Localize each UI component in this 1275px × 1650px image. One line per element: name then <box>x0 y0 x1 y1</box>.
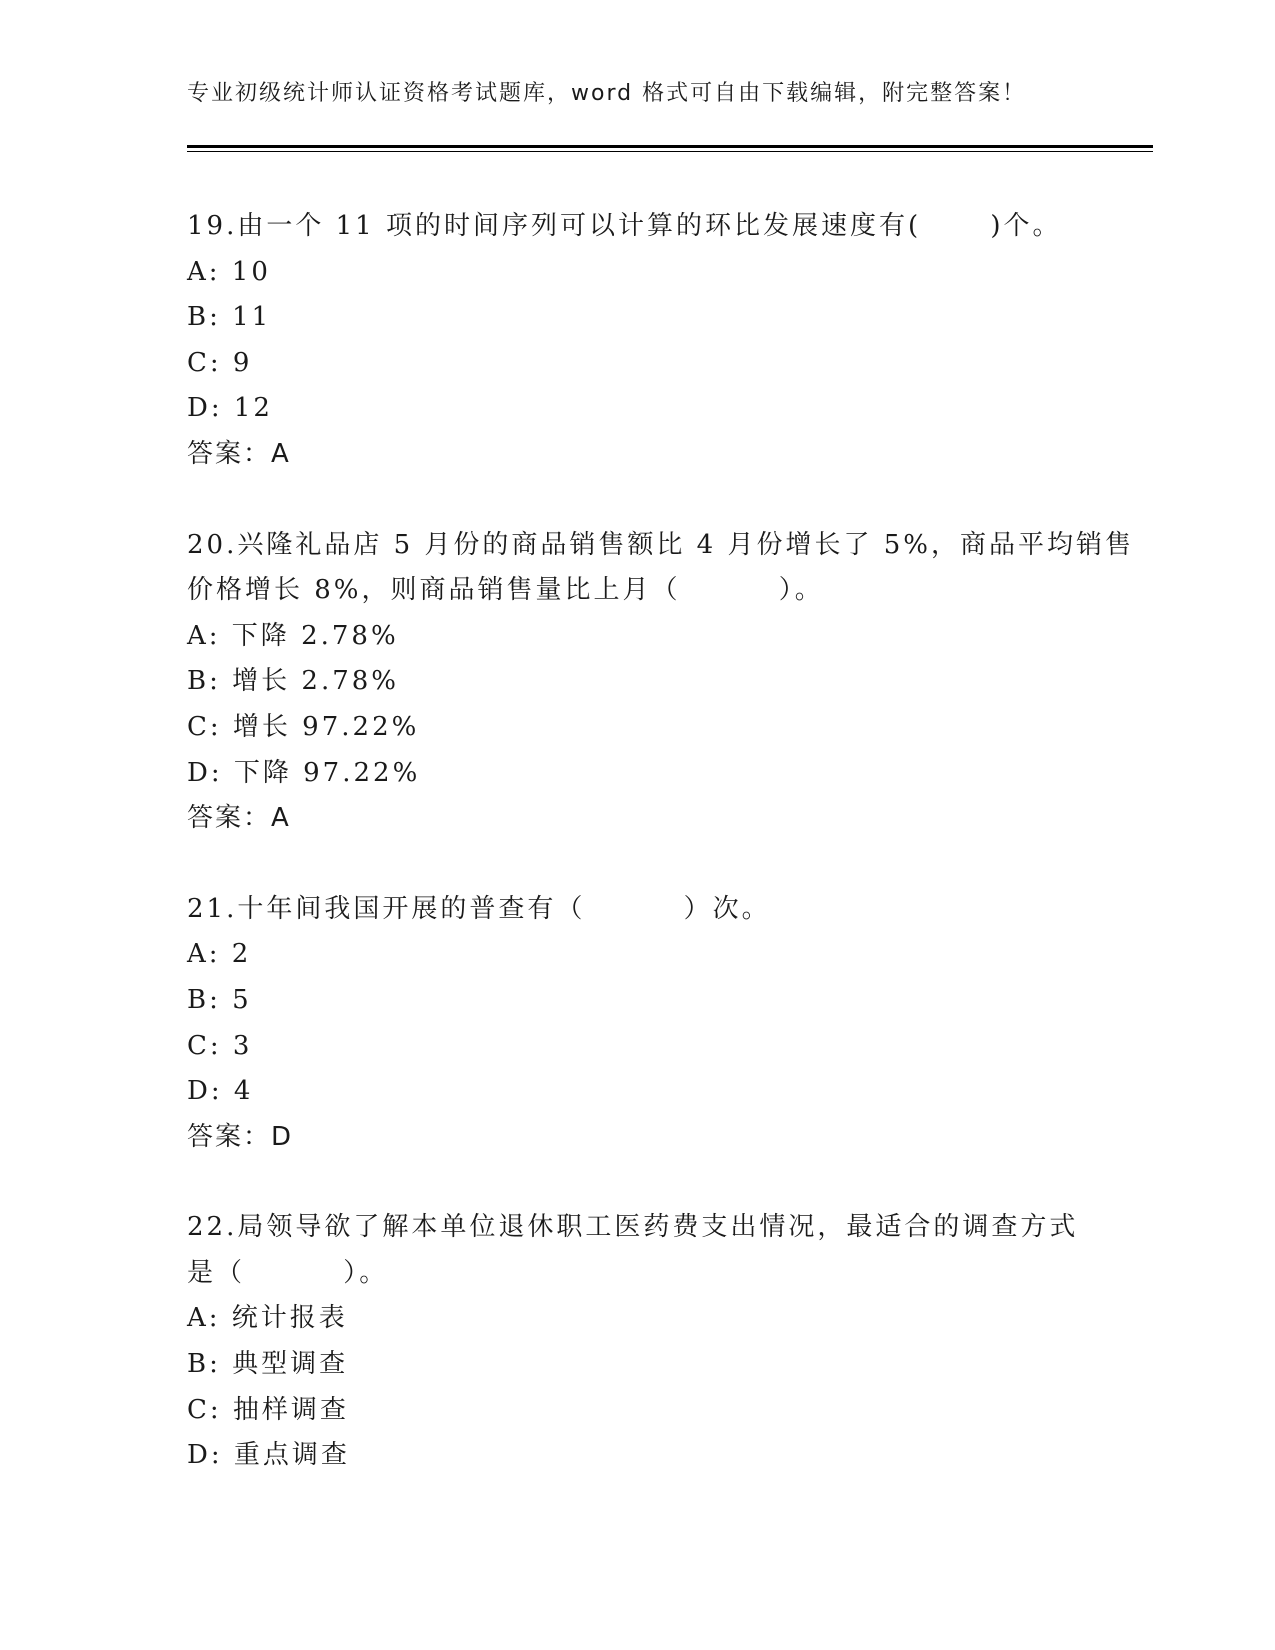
option-d: D: 重点调查 <box>187 1440 350 1471</box>
answer-line: 答案：D <box>187 1121 294 1152</box>
question-stem: 22.局领导欲了解本单位退休职工医药费支出情况，最适合的调查方式 <box>187 1212 1079 1243</box>
option-a: A: 统计报表 <box>187 1303 348 1334</box>
question-list <box>187 204 1135 1524</box>
option-a: A: 10 <box>187 256 271 287</box>
option-b: B: 11 <box>187 302 272 333</box>
option-a: A: 下降 2.78% <box>187 620 399 651</box>
option-c: C: 3 <box>187 1030 253 1061</box>
question-stem: 19.由一个 11 项的时间序列可以计算的环比发展速度有( )个。 <box>187 211 1062 241</box>
option-b: B: 5 <box>187 984 252 1015</box>
option-d: D: 下降 97.22% <box>187 757 421 788</box>
answer-line: 答案：A <box>187 438 291 469</box>
option-d: D: 4 <box>187 1076 254 1107</box>
option-b: B: 增长 2.78% <box>187 666 399 697</box>
option-c: C: 增长 97.22% <box>187 711 420 742</box>
question-stem: 21.十年间我国开展的普查有（ ）次。 <box>187 893 771 924</box>
answer-line: 答案：A <box>187 803 291 834</box>
question-22 <box>187 1205 1087 1479</box>
question-stem-continued: 是（ ）。 <box>187 1257 389 1288</box>
question-19 <box>187 204 1087 478</box>
option-c: C: 抽样调查 <box>187 1394 349 1425</box>
option-d: D: 12 <box>187 393 273 424</box>
option-a: A: 2 <box>187 939 252 970</box>
question-stem: 20.兴隆礼品店 5 月份的商品销售额比 4 月份增长了 5%，商品平均销售 <box>187 529 1135 560</box>
question-21 <box>187 887 1087 1161</box>
question-20 <box>187 523 1135 842</box>
option-c: C: 9 <box>187 347 253 378</box>
header-rule-thin <box>187 151 1153 152</box>
document-header: 专业初级统计师认证资格考试题库，word 格式可自由下载编辑，附完整答案！ <box>187 81 1027 106</box>
header-rule-thick <box>187 145 1153 148</box>
option-b: B: 典型调查 <box>187 1349 349 1380</box>
question-stem-continued: 价格增长 8%，则商品销售量比上月（ ）。 <box>187 575 824 606</box>
